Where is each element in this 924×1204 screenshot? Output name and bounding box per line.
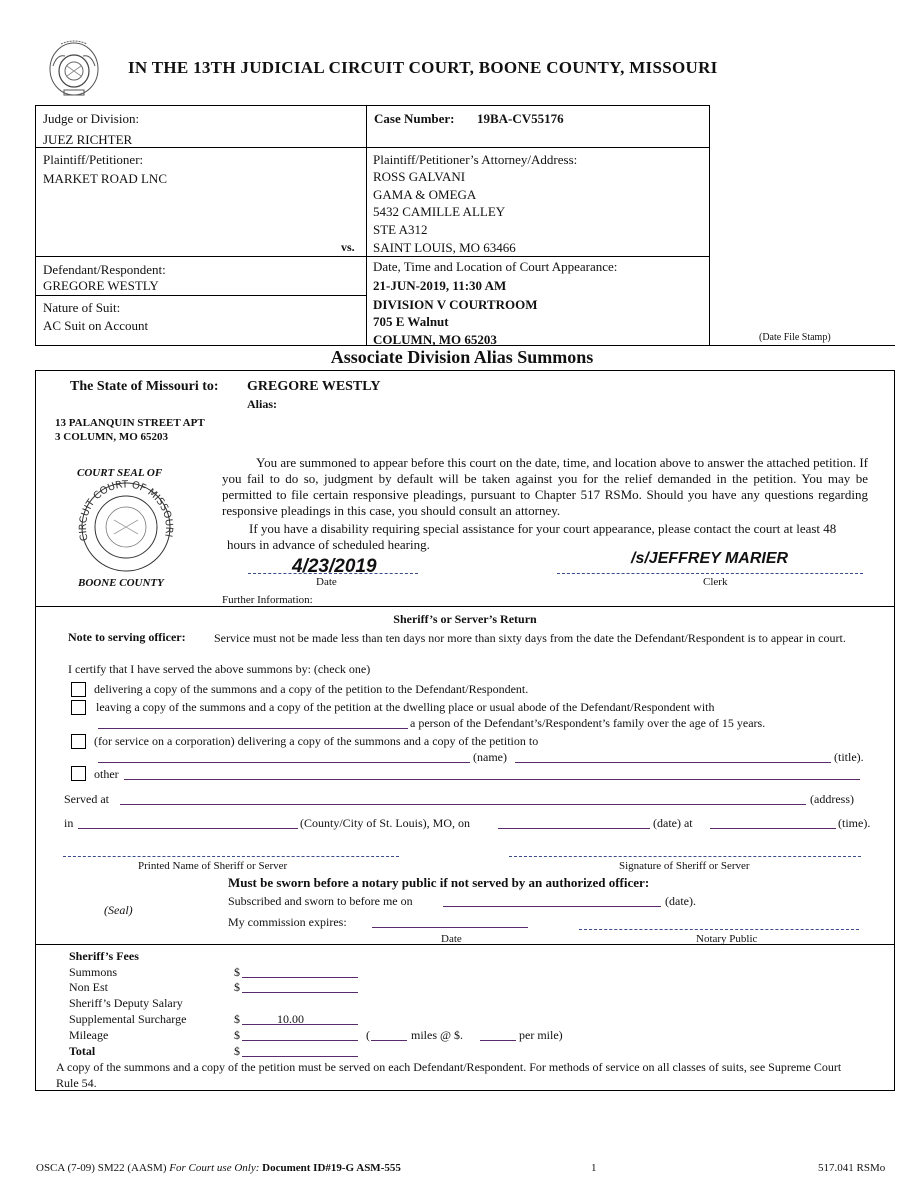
name-label: (name)	[473, 750, 507, 764]
fee-surcharge-value: 10.00	[277, 1012, 304, 1026]
other-field[interactable]	[124, 767, 860, 780]
attorney-line: SAINT LOUIS, MO 63466	[373, 240, 516, 255]
defendant-value: GREGORE WESTLY	[43, 278, 159, 293]
appearance-location-line: 705 E Walnut	[373, 314, 449, 329]
served-time-field[interactable]	[710, 816, 836, 829]
commission-label: My commission expires:	[228, 915, 347, 929]
fee-total-field[interactable]	[242, 1044, 358, 1057]
appearance-datetime: 21-JUN-2019, 11:30 AM	[373, 278, 507, 293]
fee-currency: $	[234, 965, 240, 979]
title-label: (title).	[834, 750, 864, 764]
county-field[interactable]	[78, 816, 298, 829]
attorney-line: GAMA & OMEGA	[373, 187, 477, 202]
option-other-checkbox[interactable]	[71, 766, 86, 781]
date-file-stamp-label: (Date File Stamp)	[759, 332, 831, 343]
page-number: 1	[591, 1162, 597, 1174]
option-leave-text: leaving a copy of the summons and a copy of the petition at the dwelling place or usual abode of the Defendant/Respondent with	[96, 700, 715, 714]
clerk-signature: /s/JEFFREY MARIER	[631, 550, 789, 567]
corporation-title-field[interactable]	[515, 750, 831, 763]
fee-mileage-field[interactable]	[242, 1028, 358, 1041]
fee-currency: $	[234, 1044, 240, 1058]
summons-title: Associate Division Alias Summons	[330, 347, 594, 367]
county-label: (County/City of St. Louis), MO, on	[300, 816, 471, 830]
option-deliver-text: delivering a copy of the summons and a copy of the petition to the Defendant/Respondent.	[94, 682, 529, 696]
mileage-open: (	[366, 1028, 370, 1042]
note-label: Note to serving officer:	[68, 630, 186, 644]
statute: 517.041 RSMo	[818, 1162, 886, 1174]
option-other-text: other	[94, 767, 119, 781]
note-text: Service must not be made less than ten days nor more than sixty days from the date the Defendant/Respondent is to appear in court.	[214, 631, 846, 645]
court-seal-bottom-label: BOONE COUNTY	[78, 577, 164, 589]
return-title: Sheriff’s or Server’s Return	[393, 612, 537, 626]
nature-label: Nature of Suit:	[43, 300, 121, 315]
option-leave-checkbox[interactable]	[71, 700, 86, 715]
mileage-per-label: per mile)	[519, 1028, 563, 1042]
fee-summons-field[interactable]	[242, 965, 358, 978]
fee-label-deputy-salary: Sheriff’s Deputy Salary	[69, 996, 183, 1010]
court-seal-ring-text: CIRCUIT COURT OF MISSOURI	[77, 480, 175, 542]
plaintiff-label: Plaintiff/Petitioner:	[43, 152, 144, 167]
plaintiff-value: MARKET ROAD LNC	[43, 171, 167, 186]
time-label: (time).	[838, 816, 871, 830]
issue-date: 4/23/2019	[292, 556, 377, 577]
fee-label-total: Total	[69, 1044, 96, 1058]
appearance-location-line: COLUMN, MO 65203	[373, 332, 497, 347]
signature-field[interactable]	[509, 856, 861, 857]
notary-heading: Must be sworn before a notary public if not served by an authorized officer:	[228, 875, 650, 890]
attorney-label: Plaintiff/Petitioner’s Attorney/Address:	[373, 152, 578, 167]
appearance-location-line: DIVISION V COURTROOM	[373, 297, 538, 312]
mileage-miles-label: miles @ $.	[411, 1028, 464, 1042]
recipient-address-line: 3 COLUMN, MO 65203	[55, 431, 169, 443]
court-seal-top-label: COURT SEAL OF	[77, 467, 163, 479]
commission-date-label: Date	[441, 933, 462, 945]
fee-label-summons: Summons	[69, 965, 118, 979]
case-number-label: Case Number:	[374, 111, 455, 126]
commission-date-field[interactable]	[372, 915, 528, 928]
fees-heading: Sheriff’s Fees	[69, 949, 139, 963]
seal-label: (Seal)	[104, 903, 133, 917]
form-code: OSCA (7-09) SM22 (AASM)	[36, 1162, 167, 1174]
summons-paragraph-2: If you have a disability requiring special assistance for your court appearance, please contact the court at least 48 hours in advance of scheduled hearing.	[227, 521, 837, 552]
recipient-address-line: 13 PALANQUIN STREET APT	[55, 417, 205, 429]
judge-value: JUEZ RICHTER	[43, 132, 133, 147]
served-date-label: (date) at	[653, 816, 693, 830]
certify-text: I certify that I have served the above summons by: (check one)	[68, 662, 371, 676]
court-title: IN THE 13TH JUDICIAL CIRCUIT COURT, BOONE COUNTY, MISSOURI	[128, 58, 718, 77]
court-seal-icon	[74, 480, 178, 574]
printed-name-field[interactable]	[63, 856, 399, 857]
attorney-line: STE A312	[373, 222, 428, 237]
subscribed-date-label: (date).	[665, 894, 696, 908]
notary-signature-field[interactable]	[579, 929, 859, 930]
signature-label: Signature of Sheriff or Server	[619, 860, 750, 872]
fee-currency: $	[234, 1012, 240, 1026]
further-info-label: Further Information:	[222, 594, 313, 606]
recipient-name: GREGORE WESTLY	[247, 379, 381, 394]
option-corporation-checkbox[interactable]	[71, 734, 86, 749]
fee-non-est-field[interactable]	[242, 980, 358, 993]
notary-label: Notary Public	[696, 933, 758, 945]
appearance-label: Date, Time and Location of Court Appearance:	[373, 259, 618, 274]
attorney-line: 5432 CAMILLE ALLEY	[373, 204, 506, 219]
option-leave-continuation: a person of the Defendant’s/Respondent’s family over the age of 15 years.	[410, 716, 766, 730]
address-label: (address)	[810, 792, 854, 806]
court-use-label: For Court use Only:	[169, 1162, 260, 1174]
option-corporation-text: (for service on a corporation) delivering a copy of the summons and a copy of the petition to	[94, 734, 539, 748]
document-id: Document ID#19-G ASM-555	[262, 1162, 401, 1174]
case-number-value: 19BA-CV55176	[477, 111, 564, 126]
alias-label: Alias:	[247, 397, 277, 411]
attorney-line: ROSS GALVANI	[373, 169, 466, 184]
served-at-label: Served at	[64, 792, 109, 806]
svg-text:CIRCUIT COURT OF MISSOURI	[78, 480, 174, 542]
date-label: Date	[316, 576, 337, 588]
fees-footer-note: A copy of the summons and a copy of the petition must be served on each Defendant/Respondent. For methods of service on all classes of suits, see Supreme Court Rule 54.	[56, 1060, 842, 1090]
summons-paragraph-1: You are summoned to appear before this court on the date, time, and location above to answer the attached petition. If you fail to do so, judgment by default will be taken against you for the relief demanded in the petition. You may be permitted to file certain responsive pleadings, pursuant to Chapter 517 RSMo. Should you have any questions regarding responsive pleadings in this case, you should consult an attorney.	[222, 455, 869, 518]
state-to-label: The State of Missouri to:	[70, 379, 219, 394]
fee-label-mileage: Mileage	[69, 1028, 109, 1042]
rate-field[interactable]	[480, 1028, 516, 1041]
printed-name-label: Printed Name of Sheriff or Server	[138, 860, 288, 872]
clerk-label: Clerk	[703, 576, 728, 588]
fee-currency: $	[234, 1028, 240, 1042]
miles-field[interactable]	[371, 1028, 407, 1041]
served-date-field[interactable]	[498, 816, 650, 829]
subscribed-date-field[interactable]	[443, 894, 661, 907]
fee-currency: $	[234, 980, 240, 994]
subscribed-label: Subscribed and sworn to before me on	[228, 894, 413, 908]
fee-label-surcharge: Supplemental Surcharge	[69, 1012, 187, 1026]
corporation-name-field[interactable]	[98, 750, 470, 763]
state-seal-icon	[43, 36, 105, 98]
nature-value: AC Suit on Account	[43, 318, 149, 333]
served-address-field[interactable]	[120, 792, 806, 805]
fee-label-non-est: Non Est	[69, 980, 108, 994]
judge-label: Judge or Division:	[43, 111, 140, 126]
vs-label: vs.	[341, 240, 355, 254]
in-label: in	[64, 816, 74, 830]
option-deliver-checkbox[interactable]	[71, 682, 86, 697]
family-member-field[interactable]	[98, 716, 408, 729]
defendant-label: Defendant/Respondent:	[43, 262, 166, 277]
footer-left	[36, 1161, 401, 1175]
